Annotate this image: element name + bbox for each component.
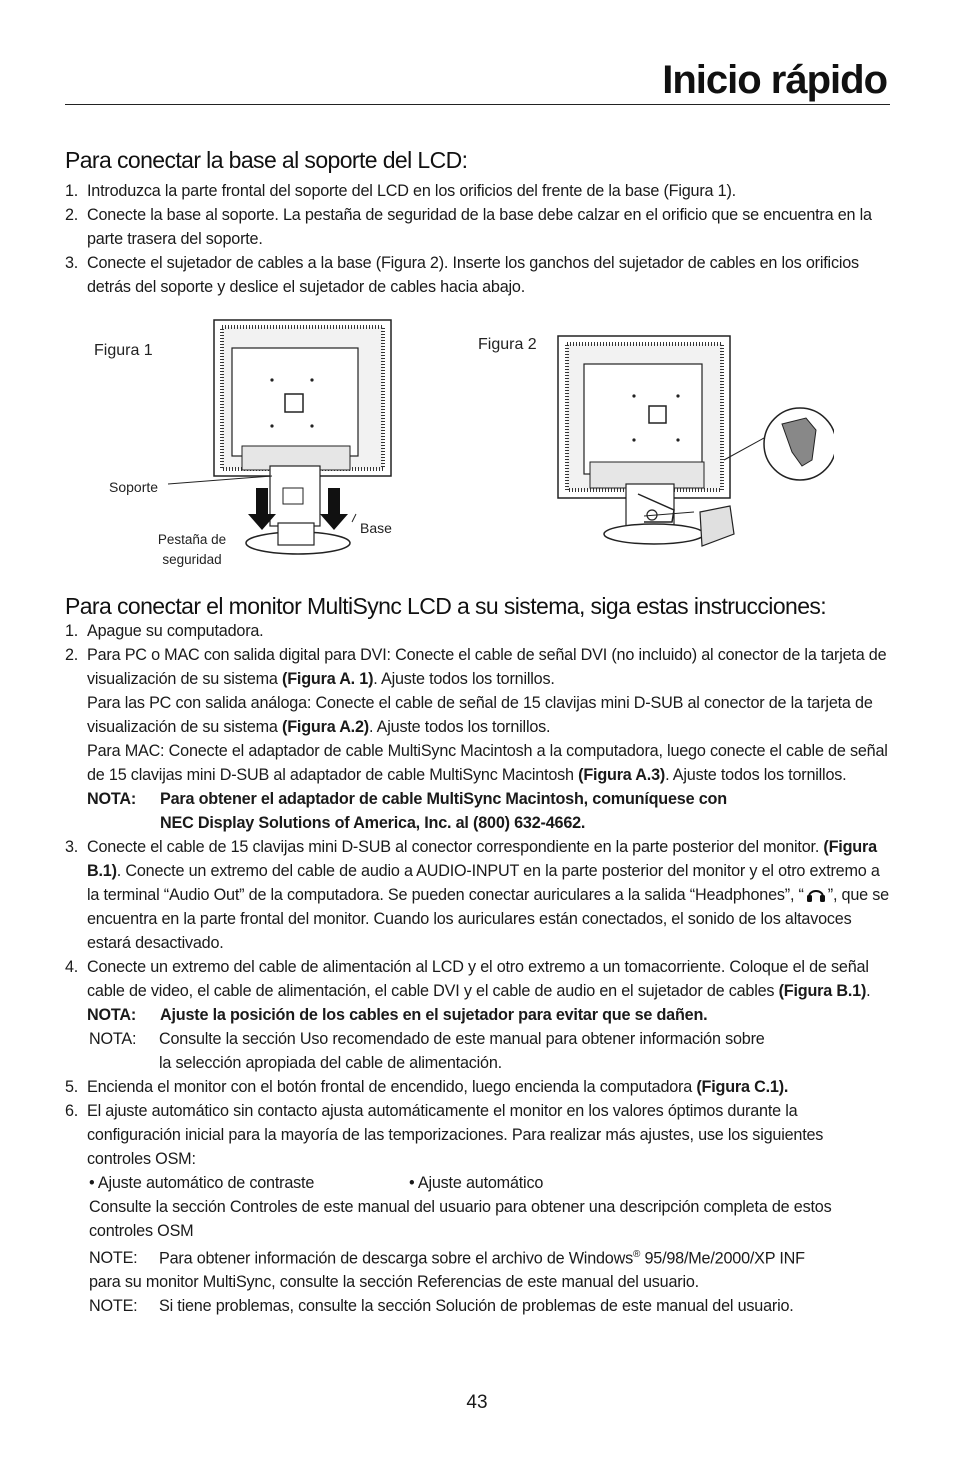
pestana-label-line2: seguridad [162,552,222,567]
list-item: 3. Conecte el cable de 15 clavijas mini D-SUB al conector correspondiente en la parte posterior del monitor. (Figura B.1). Conecte un extremo del cable de audio a AUDIO-INPUT en la parte posterior del monitor y el otro extremo a la terminal “Audio Out” de la computadora. Se pueden conectar auriculares a la salida “Headphones”, “ ”, que se encuentra en la parte frontal del monitor. Cuando los auriculares están conectados, el sonido de los altavoces estará desactivado. [65,835,890,955]
section2-steps [65,619,890,1318]
figure-ref: (Figura A. 1) [282,670,374,688]
step-number: 5. [65,1078,79,1096]
step-text: Introduzca la parte frontal del soporte del LCD en los orificios del frente de la base (Figura 1). [87,182,736,200]
step-number: 1. [65,182,79,200]
figure-ref: (Figura B.1) [87,838,877,880]
list-item [65,643,890,787]
vesa-square [649,406,666,423]
note-text: Para obtener el adaptador de cable MultiSync Macintosh, comuníquese con [160,790,727,808]
list-item: 5. Encienda el monitor con el botón frontal de encendido, luego encienda la computadora (Figura C.1). [65,1075,890,1099]
list-item [65,203,890,251]
base-mount [278,523,314,545]
list-item [65,251,890,299]
note-text: Si tiene problemas, consulte la sección Solución de problemas de este manual del usuario. [159,1297,794,1316]
step-text: El ajuste automático sin contacto ajusta automáticamente el monitor en los valores óptimos durante la configuración inicial para la mayoría de las temporizaciones. Para realizar más ajustes, use los siguientes controles OSM: [87,1102,824,1168]
page-number: 43 [466,1392,488,1413]
down-arrow-right-icon [320,488,348,530]
step-number: 2. [65,206,79,224]
monitor-back-panel [584,364,702,474]
step-text: Consulte la sección Controles de este manual del usuario para obtener una descripción completa de estos controles OSM [89,1198,832,1240]
step-text: Para las PC con salida análoga: Conecte el cable de señal de 15 clavijas mini D-SUB al conector de la tarjeta de visualización de su sistema (Figura A.2). Ajuste todos los tornillos. [87,694,873,736]
note-bold [65,1003,890,1027]
note-label: NOTA: [89,1030,137,1048]
note-bold [65,787,890,835]
list-item: 4. Conecte un extremo del cable de alimentación al LCD y el otro extremo a un tomacorriente. Coloque el de señal cable de video, el cable de alimentación, el cable DVI y el cable de audio en el sujetador de cables (Figura B.1). [65,955,890,1003]
page-title: Inicio rápido [662,58,887,102]
base-label: Base [360,520,392,536]
note-text: Consulte la sección Uso recomendado de este manual para obtener información sobre [159,1030,765,1048]
list-item [65,1099,890,1171]
step-text: Apague su computadora. [87,622,264,640]
note-plain: NOTE: Para obtener información de descarga sobre el archivo de Windows® 95/98/Me/2000/XP INF para su monitor MultiSync, consulte la sección Referencias de este manual del usuario. [65,1243,890,1294]
note-text: NEC Display Solutions of America, Inc. al (800) 632-4662. [160,814,586,832]
bullet-item: • Ajuste automático de contraste [89,1174,315,1192]
soporte-callout-line [168,476,272,484]
step-number: 3. [65,838,79,856]
section2-heading: Para conectar el monitor MultiSync LCD a su sistema, siga estas instrucciones: [65,593,827,619]
note-label: NOTA: [87,1006,137,1024]
stand-latch [283,488,303,504]
note-label: NOTE: [89,1297,138,1316]
vesa-square [285,394,303,412]
soporte-label: Soporte [109,479,159,495]
note-plain [65,1294,890,1318]
step-text: Conecte la base al soporte. La pestaña de seguridad de la base debe calzar en el orificio que se encuentra en la parte trasera del soporte. [87,206,872,248]
step-text: Para MAC: Conecte el adaptador de cable MultiSync Macintosh a la computadora, luego conecte el cable de señal de 15 clavijas mini D-SUB al adaptador de cable MultiSync Macintosh (Figura A.3). Ajuste todos los tornillos. [87,742,888,784]
figure-ref: (Figura B.1) [778,982,867,1000]
note-label: NOTE: [89,1249,138,1268]
figure-ref: (Figura C.1). [696,1078,789,1096]
figure1-label: Figura 1 [94,342,153,359]
note-text: Ajuste la posición de los cables en el sujetador para evitar que se dañen. [160,1006,708,1024]
note-label: NOTA: [87,790,137,808]
base-plate [604,524,704,544]
bullet-item: • Ajuste automático [409,1174,544,1192]
figure-ref: (Figura A.2) [282,718,369,736]
list-item [65,179,890,203]
base-callout-line [352,514,356,522]
step-text: Para PC o MAC con salida digital para DVI: Conecte el cable de señal DVI (no incluido) al conector de la tarjeta de visualización de su sistema (Figura A. 1). Ajuste todos los tornillos. [87,646,887,688]
note-text: la selección apropiada del cable de alimentación. [159,1054,502,1072]
step-number: 3. [65,254,79,272]
step-text: Conecte el sujetador de cables a la base (Figura 2). Inserte los ganchos del sujetador de cables en los orificios detrás del soporte y deslice el sujetador de cables hacia abajo. [87,254,859,296]
step-number: 1. [65,622,79,640]
note-text: para su monitor MultiSync, consulte la sección Referencias de este manual del usuario. [89,1273,699,1292]
registered-mark: ® [633,1249,641,1260]
title-rule [65,104,890,105]
figure-ref: (Figura A.3) [578,766,666,784]
list-item [65,619,890,643]
figure2-illustration [554,334,834,554]
step-number: 4. [65,958,79,976]
figure2-label: Figura 2 [478,336,537,353]
section1-steps [65,179,890,299]
cable-holder-detail [700,506,734,546]
headphones-icon [806,885,826,903]
figure1-illustration [160,318,400,563]
bullet-row [65,1171,890,1195]
section1-heading: Para conectar la base al soporte del LCD: [65,147,468,173]
pestana-label-line1: Pestaña de [157,532,227,547]
note-plain [65,1027,890,1075]
step-number: 2. [65,646,79,664]
step-number: 6. [65,1102,79,1120]
